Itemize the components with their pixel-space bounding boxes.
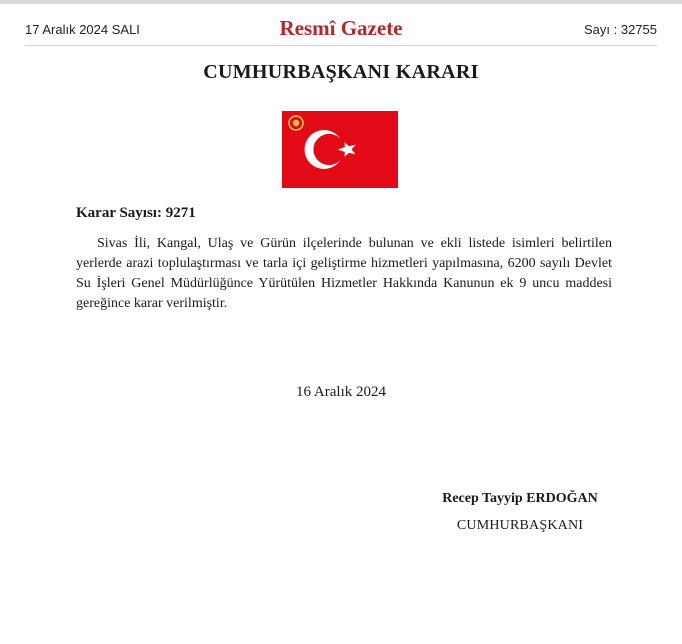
header-divider [25, 45, 657, 46]
body-line-3: Su İşleri Genel Müdürlüğünce Yürütülen Hizmetler Hakkında Kanunun ek 9 uncu maddesi [76, 276, 612, 291]
gazette-header [25, 16, 657, 44]
document-heading: CUMHURBAŞKANI KARARI [203, 61, 479, 83]
presidential-emblem-core [293, 120, 299, 126]
turkish-flag-icon [282, 111, 398, 188]
decision-body [76, 234, 612, 314]
decision-number: Karar Sayısı: 9271 [76, 205, 196, 221]
body-line-1: Sivas İli, Kangal, Ulaş ve Gürün ilçelerinde bulunan ve ekli listede isimleri belirtilen [97, 236, 612, 251]
body-line-2: yerlerde arazi toplulaştırması ve tarla içi geliştirme hizmetleri yapılmasına, 6200 sayılı Devlet [76, 256, 612, 271]
top-border [0, 0, 682, 4]
issue-number: Sayı : 32755 [584, 22, 657, 37]
decision-date: 16 Aralık 2024 [296, 384, 386, 400]
publication-date: 17 Aralık 2024 SALI [25, 22, 140, 37]
body-line-4: gereğince karar verilmiştir. [76, 296, 228, 311]
signatory-name: Recep Tayyip ERDOĞAN [442, 491, 598, 506]
signatory-title: CUMHURBAŞKANI [456, 518, 584, 533]
gazette-title: Resmî Gazete [279, 16, 403, 40]
